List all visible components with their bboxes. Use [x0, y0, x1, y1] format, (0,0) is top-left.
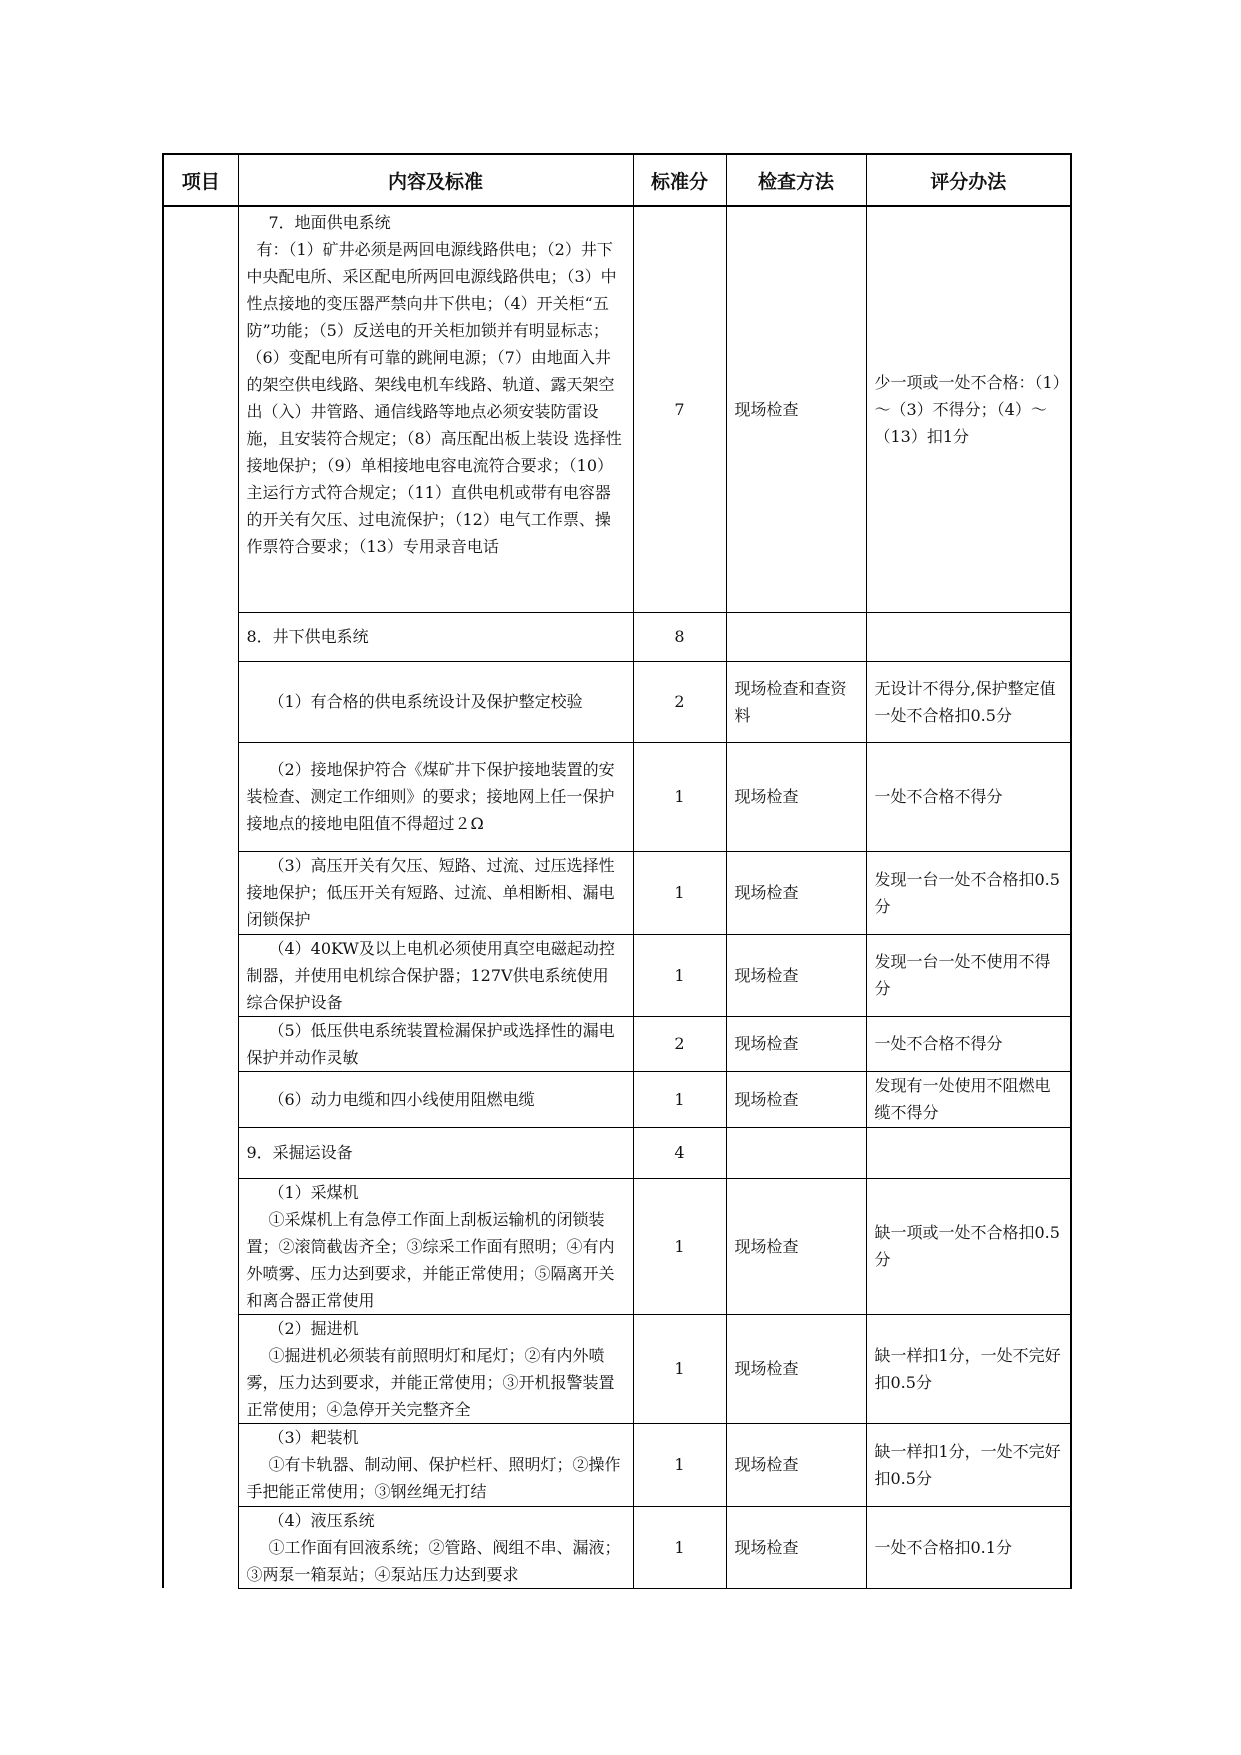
section-title: 7．地面供电系统 [268, 213, 391, 232]
content-cell [238, 1314, 633, 1423]
rule-cell: 发现有一处使用不阻燃电缆不得分 [866, 1071, 1071, 1127]
method-cell: 现场检查 [726, 1071, 866, 1127]
score-cell: 1 [633, 1506, 726, 1588]
method-cell: 现场检查 [726, 1178, 866, 1314]
table-row [163, 612, 1071, 661]
content-cell [238, 1178, 633, 1314]
rule-cell: 缺一样扣1分，一处不完好扣0.5分 [866, 1423, 1071, 1506]
score-cell: 2 [633, 661, 726, 742]
rule-cell: 少一项或一处不合格：（1）～（3）不得分；（4）～（13）扣1分 [866, 206, 1071, 612]
inspection-table [162, 153, 1072, 1589]
rule-cell: 缺一样扣1分，一处不完好扣0.5分 [866, 1314, 1071, 1423]
score-cell: 1 [633, 742, 726, 851]
method-cell: 现场检查 [726, 1016, 866, 1071]
content-text: ①有卡轨器、制动闸、保护栏杆、照明灯；②操作手把能正常使用；③钢丝绳无打结 [246, 1455, 621, 1501]
section-title: 9．采掘运设备 [238, 1127, 633, 1178]
content-cell [238, 1423, 633, 1506]
table-row [163, 1314, 1071, 1423]
method-cell: 现场检查 [726, 1423, 866, 1506]
content-cell [238, 206, 633, 612]
score-cell: 1 [633, 851, 726, 934]
score-cell: 1 [633, 1314, 726, 1423]
content-cell: （3）高压开关有欠压、短路、过流、过压选择性接地保护；低压开关有短路、过流、单相断相、漏电闭锁保护 [238, 851, 633, 934]
rule-cell: 缺一项或一处不合格扣0.5分 [866, 1178, 1071, 1314]
content-cell: （1）有合格的供电系统设计及保护整定校验 [238, 661, 633, 742]
subsection-title: （4）液压系统 [268, 1510, 375, 1530]
subsection-title: （2）掘进机 [268, 1318, 359, 1338]
rule-cell [866, 1127, 1071, 1178]
table-row [163, 851, 1071, 934]
score-cell: 7 [633, 206, 726, 612]
table-row [163, 661, 1071, 742]
score-cell: 8 [633, 612, 726, 661]
content-cell: （4）40KW及以上电机必须使用真空电磁起动控制器，并使用电机综合保护器；127V供电系统使用综合保护设备 [238, 934, 633, 1016]
content-cell [238, 1506, 633, 1588]
method-cell: 现场检查 [726, 934, 866, 1016]
method-cell [726, 612, 866, 661]
header-method: 检查方法 [726, 154, 866, 206]
content-text: ①采煤机上有急停工作面上刮板运输机的闭锁装置；②滚筒截齿齐全；③综采工作面有照明；④有内外喷雾、压力达到要求，并能正常使用；⑤隔离开关和离合器正常使用 [246, 1209, 615, 1310]
table-row [163, 742, 1071, 851]
method-cell: 现场检查 [726, 851, 866, 934]
subsection-title: （3）耙装机 [268, 1428, 359, 1447]
table-row [163, 206, 1071, 612]
header-rule: 评分办法 [866, 154, 1071, 206]
table-row [163, 1506, 1071, 1588]
table-row [163, 1423, 1071, 1506]
table-row [163, 1127, 1071, 1178]
score-cell: 4 [633, 1127, 726, 1178]
subsection-title: （1）采煤机 [268, 1182, 359, 1202]
method-cell: 现场检查 [726, 1314, 866, 1423]
rule-cell: 一处不合格扣0.1分 [866, 1506, 1071, 1588]
method-cell [726, 1127, 866, 1178]
header-content: 内容及标准 [238, 154, 633, 206]
header-item: 项目 [163, 154, 238, 206]
item-cell [163, 206, 238, 1588]
content-cell: （6）动力电缆和四小线使用阻燃电缆 [238, 1071, 633, 1127]
score-cell: 1 [633, 934, 726, 1016]
rule-cell: 一处不合格不得分 [866, 742, 1071, 851]
content-text: ①工作面有回液系统；②管路、阀组不串、漏液；③两泵一箱泵站；④泵站压力达到要求 [246, 1537, 621, 1584]
table-row [163, 1178, 1071, 1314]
section-title: 8．井下供电系统 [238, 612, 633, 661]
rule-cell: 一处不合格不得分 [866, 1016, 1071, 1071]
rule-cell: 发现一台一处不合格扣0.5分 [866, 851, 1071, 934]
score-cell: 2 [633, 1016, 726, 1071]
rule-cell: 发现一台一处不使用不得分 [866, 934, 1071, 1016]
method-cell: 现场检查 [726, 1506, 866, 1588]
header-score: 标准分 [633, 154, 726, 206]
table-row [163, 1071, 1071, 1127]
method-cell: 现场检查和查资料 [726, 661, 866, 742]
table-row [163, 1016, 1071, 1071]
content-cell: （2）接地保护符合《煤矿井下保护接地装置的安装检查、测定工作细则》的要求；接地网上任一保护接地点的接地电阻值不得超过２Ω [238, 742, 633, 851]
header-row [163, 154, 1071, 206]
rule-cell [866, 612, 1071, 661]
table-row [163, 934, 1071, 1016]
rule-cell: 无设计不得分,保护整定值一处不合格扣0.5分 [866, 661, 1071, 742]
score-cell: 1 [633, 1423, 726, 1506]
method-cell: 现场检查 [726, 742, 866, 851]
score-cell: 1 [633, 1071, 726, 1127]
content-text: ①掘进机必须装有前照明灯和尾灯；②有内外喷雾，压力达到要求，并能正常使用；③开机报警装置正常使用；④急停开关完整齐全 [246, 1345, 615, 1419]
method-cell: 现场检查 [726, 206, 866, 612]
content-cell: （5）低压供电系统装置检漏保护或选择性的漏电保护并动作灵敏 [238, 1016, 633, 1071]
content-text: 有：（1）矿井必须是两回电源线路供电；（2）井下中央配电所、采区配电所两回电源线路供电；（3）中性点接地的变压器严禁向井下供电；（4）开关柜“五防”功能；（5）反送电的开关柜加锁并有明显标志；（6）变配电所有可靠的跳闸电源；（7）由地面入井的架空供电线路、架线电机车线路、轨道、露天架空出（入）井管路、通信线路等地点必须安装防雷设施，且安装符合规定；（8）高压配出板上装设 选择性接地保护；（9）单相接地电容电流符合要求；（10）主运行方式符合规定；（11）直供电机或带有电容器的开关有欠压、过电流保护；（12）电气工作票、操作票符合要求；（13）专用录音电话 [246, 240, 622, 556]
score-cell: 1 [633, 1178, 726, 1314]
